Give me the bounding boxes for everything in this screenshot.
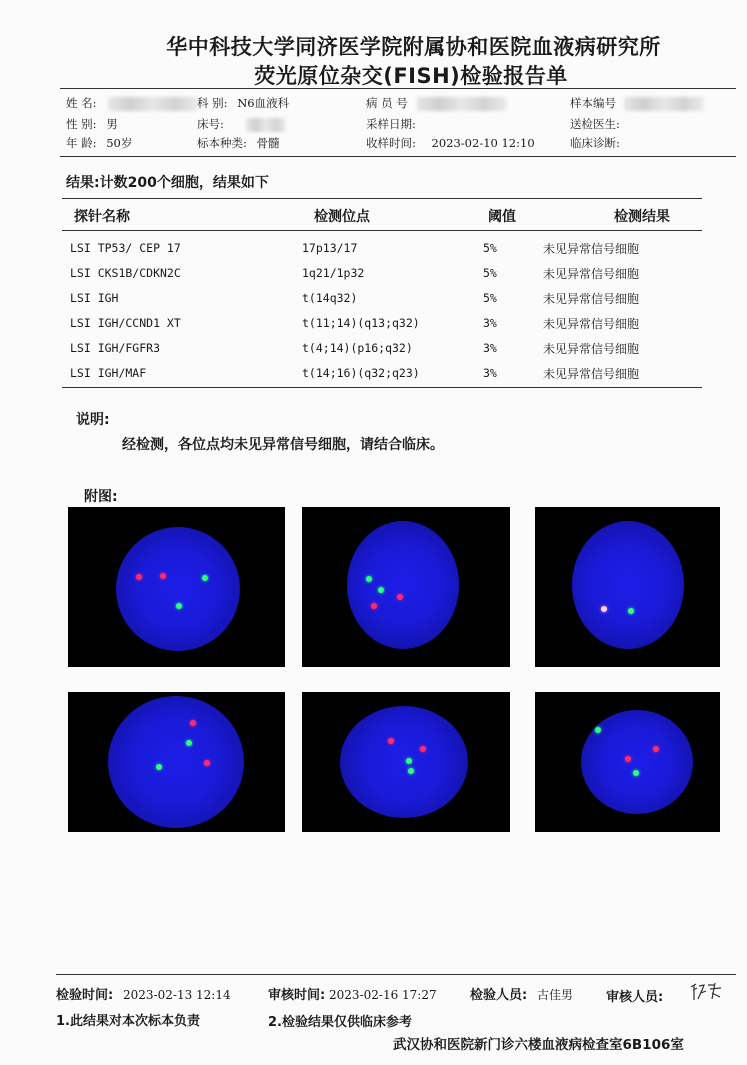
green-signal: [156, 764, 162, 770]
green-signal: [186, 740, 192, 746]
report-title-line1: 华中科技大学同济医学院附属协和医院血液病研究所: [166, 35, 661, 59]
threshold: 5%: [483, 266, 497, 280]
age-value: 50岁: [106, 136, 133, 150]
result: 未见异常信号细胞: [543, 242, 640, 256]
locus: t(14q32): [302, 291, 358, 305]
fish-image: [302, 507, 510, 667]
collect-date-label: 采样日期:: [366, 117, 416, 131]
header-bottom-rule: [60, 156, 736, 157]
doctor-field: [570, 116, 620, 132]
locus: 17p13/17: [302, 241, 358, 255]
probe-name: LSI IGH/CCND1 XT: [70, 316, 181, 330]
col-header-probe: 探针名称: [74, 209, 130, 225]
nucleus: [572, 521, 684, 649]
review-time-label: 审核时间:: [268, 988, 326, 1003]
results-summary: 结果:计数200个细胞，结果如下: [66, 175, 269, 191]
notes-title: 说明:: [76, 412, 110, 428]
sex-field: [66, 116, 118, 132]
footer-note-2: 2.检验结果仅供临床参考: [268, 1015, 412, 1030]
age-field: [66, 135, 132, 151]
redacted-sample-number: [624, 97, 704, 111]
receive-time-value: 2023-02-10 12:10: [431, 136, 535, 150]
specimen-label: 标本种类:: [197, 136, 247, 150]
nucleus: [116, 527, 240, 651]
table-bottom-rule: [62, 387, 702, 388]
test-time-field: [56, 984, 231, 1003]
report-title-line2: 荧光原位杂交(FISH)检验报告单: [254, 64, 568, 88]
specimen-value: 骨髓: [256, 136, 280, 150]
red-signal: [204, 760, 210, 766]
review-time-value: 2023-02-16 17:27: [329, 988, 437, 1002]
green-signal: [202, 575, 208, 581]
age-label: 年 龄:: [66, 136, 97, 150]
specimen-field: [197, 135, 280, 151]
name-field: [66, 95, 198, 111]
locus: t(14;16)(q32;q23): [302, 366, 420, 380]
probe-name: LSI TP53/ CEP 17: [70, 241, 181, 255]
doctor-label: 送检医生:: [570, 117, 620, 131]
bed-field: [197, 116, 286, 132]
notes-text: 经检测，各位点均未见异常信号细胞，请结合临床。: [122, 437, 444, 453]
redacted-case-number: [417, 97, 507, 111]
dept-field: [197, 95, 289, 111]
figures-title: 附图:: [84, 489, 118, 505]
collect-date-field: [366, 116, 416, 132]
result: 未见异常信号细胞: [543, 317, 640, 331]
green-signal: [176, 603, 182, 609]
red-signal: [136, 574, 142, 580]
red-signal: [190, 720, 196, 726]
table-top-rule: [62, 198, 702, 199]
test-time-label: 检验时间:: [56, 988, 114, 1003]
green-signal: [595, 727, 601, 733]
nucleus: [108, 696, 244, 828]
dept-value: N6血液科: [237, 96, 290, 110]
col-header-result: 检测结果: [614, 209, 670, 225]
fish-image: [302, 692, 510, 832]
header-top-rule: [60, 88, 736, 89]
redacted-bed-number: [246, 118, 286, 132]
dept-label: 科 别:: [197, 96, 228, 110]
locus: t(4;14)(p16;q32): [302, 341, 413, 355]
nucleus: [340, 706, 468, 818]
review-time-field: [268, 984, 437, 1003]
name-label: 姓 名:: [66, 96, 97, 110]
fusion-signal: [601, 606, 607, 612]
probe-name: LSI IGH: [70, 291, 119, 305]
tester-value: 古佳男: [537, 988, 574, 1002]
red-signal: [653, 746, 659, 752]
footer-note-1: 1.此结果对本次标本负责: [56, 1014, 200, 1029]
case-label: 病 员 号: [366, 96, 408, 110]
green-signal: [408, 768, 414, 774]
case-field: [366, 95, 507, 111]
sample-field: [570, 95, 704, 111]
col-header-threshold: 阈值: [488, 209, 516, 225]
red-signal: [625, 756, 631, 762]
fish-image: [68, 507, 285, 667]
bed-label: 床号:: [197, 117, 224, 131]
threshold: 5%: [483, 241, 497, 255]
green-signal: [633, 770, 639, 776]
red-signal: [388, 738, 394, 744]
nucleus: [347, 521, 459, 649]
result: 未见异常信号细胞: [543, 342, 640, 356]
threshold: 3%: [483, 316, 497, 330]
reviewer-field: [606, 986, 663, 1005]
result: 未见异常信号细胞: [543, 292, 640, 306]
locus: t(11;14)(q13;q32): [302, 316, 420, 330]
green-signal: [378, 587, 384, 593]
col-header-locus: 检测位点: [314, 209, 370, 225]
sex-label: 性 别:: [66, 117, 97, 131]
probe-name: LSI IGH/MAF: [70, 366, 147, 380]
tester-label: 检验人员:: [470, 988, 528, 1003]
threshold: 3%: [483, 366, 497, 380]
red-signal: [371, 603, 377, 609]
green-signal: [628, 608, 634, 614]
green-signal: [406, 758, 412, 764]
redacted-name: [108, 97, 198, 111]
red-signal: [397, 594, 403, 600]
diagnosis-field: [570, 135, 620, 151]
nucleus: [581, 710, 693, 814]
sample-label: 样本编号: [570, 96, 616, 110]
red-signal: [160, 573, 166, 579]
test-time-value: 2023-02-13 12:14: [123, 988, 231, 1002]
footer-top-rule: [56, 974, 736, 975]
result: 未见异常信号细胞: [543, 367, 640, 381]
threshold: 5%: [483, 291, 497, 305]
tester-field: [470, 984, 573, 1003]
fish-image: [68, 692, 285, 832]
receive-time-field: [366, 135, 535, 151]
probe-name: LSI CKS1B/CDKN2C: [70, 266, 181, 280]
fish-image: [535, 692, 720, 832]
red-signal: [420, 746, 426, 752]
sex-value: 男: [106, 117, 118, 131]
green-signal: [366, 576, 372, 582]
reviewer-label: 审核人员:: [606, 990, 664, 1005]
locus: 1q21/1p32: [302, 266, 365, 280]
fish-image: [535, 507, 720, 667]
receive-time-label: 收样时间:: [366, 136, 416, 150]
result: 未见异常信号细胞: [543, 267, 640, 281]
diagnosis-label: 临床诊断:: [570, 136, 620, 150]
threshold: 3%: [483, 341, 497, 355]
table-header-rule: [62, 230, 702, 231]
lab-address: 武汉协和医院新门诊六楼血液病检查室6B106室: [393, 1037, 684, 1053]
probe-name: LSI IGH/FGFR3: [70, 341, 161, 355]
reviewer-signature: [688, 981, 724, 1003]
